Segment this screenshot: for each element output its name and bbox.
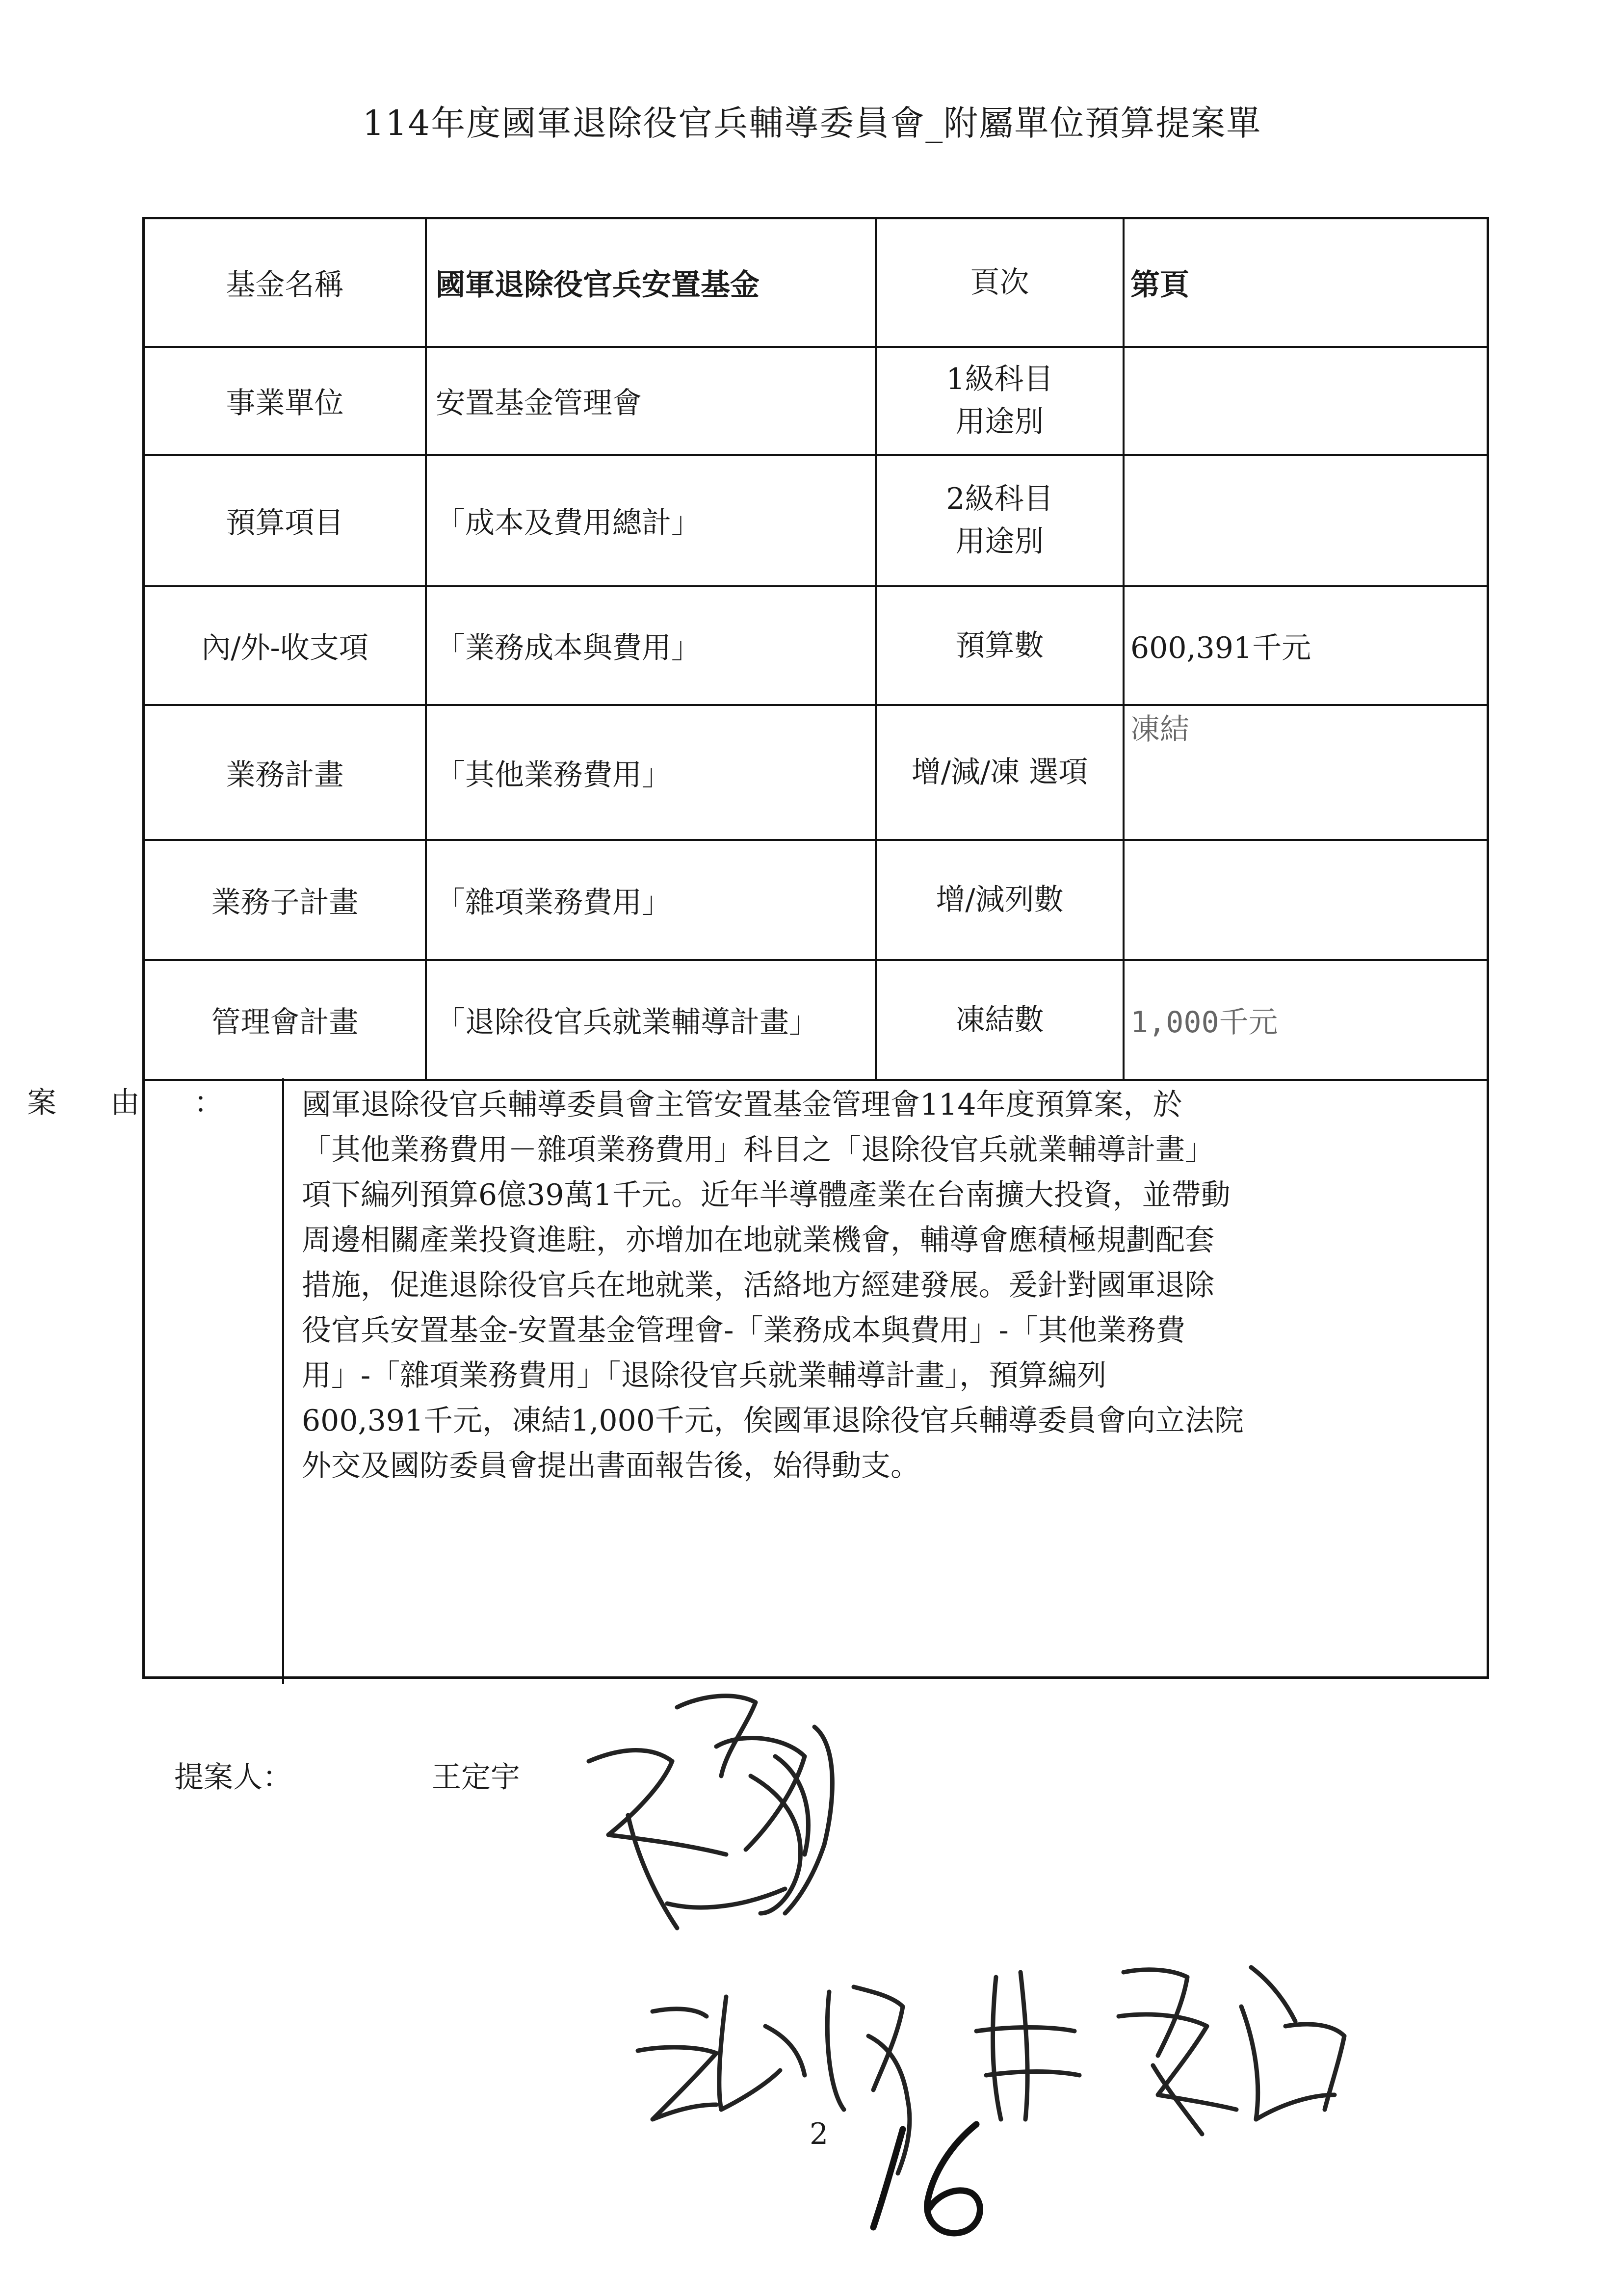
reason-line: 用」-「雜項業務費用」「退除役官兵就業輔導計畫」，預算編列 bbox=[302, 1358, 1107, 1393]
field-label: 預算數 bbox=[877, 587, 1125, 704]
field-label: 頁次 bbox=[877, 219, 1125, 346]
proposer-name: 王定宇 bbox=[432, 1760, 520, 1795]
reason-line: 「其他業務費用－雜項業務費用」科目之「退除役官兵就業輔導計畫」 bbox=[302, 1133, 1214, 1167]
page-number: 2 bbox=[810, 2117, 829, 2151]
reason-line: 周邊相關產業投資進駐，亦增加在地就業機會，輔導會應積極規劃配套 bbox=[302, 1223, 1214, 1257]
field-value: 國軍退除役官兵安置基金 bbox=[427, 219, 877, 346]
field-value: 「其他業務費用」 bbox=[427, 706, 877, 839]
field-label-line: 用途別 bbox=[955, 405, 1044, 439]
field-label: 凍結數 bbox=[877, 961, 1125, 1079]
reason-line: 役官兵安置基金-安置基金管理會-「業務成本與費用」-「其他業務費 bbox=[302, 1313, 1185, 1348]
reason-line: 措施，促進退除役官兵在地就業，活絡地方經建發展。爰針對國軍退除 bbox=[302, 1268, 1214, 1303]
document-title: 114年度國軍退除役官兵輔導委員會_附屬單位預算提案單 bbox=[362, 103, 1262, 143]
field-label-line: 用途別 bbox=[955, 524, 1044, 559]
field-label: 內/外-收支項 bbox=[145, 587, 427, 704]
reason-line: 外交及國防委員會提出書面報告後，始得動支。 bbox=[302, 1449, 920, 1483]
field-label-line: 2級科目 bbox=[946, 482, 1053, 516]
budget-amount: 600,391千元 bbox=[1130, 631, 1311, 665]
handwritten-digit-one bbox=[873, 2129, 903, 2227]
field-value: 安置基金管理會 bbox=[427, 348, 877, 454]
field-label: 業務子計畫 bbox=[145, 841, 427, 959]
field-label: 增/減列數 bbox=[877, 841, 1125, 959]
handwritten-digit-six bbox=[927, 2124, 980, 2233]
proposer-label: 提案人： bbox=[174, 1760, 292, 1795]
field-label: 業務計畫 bbox=[145, 706, 427, 839]
field-value: 「雜項業務費用」 bbox=[427, 841, 877, 959]
field-value: 「退除役官兵就業輔導計畫」 bbox=[427, 961, 877, 1079]
field-value: 「成本及費用總計」 bbox=[427, 456, 877, 585]
field-value: 第頁 bbox=[1130, 268, 1189, 302]
field-value: 「業務成本與費用」 bbox=[427, 587, 877, 704]
reason-label: 案由： bbox=[27, 1086, 277, 1120]
field-label-line: 1級科目 bbox=[946, 362, 1053, 396]
field-label: 增/減/凍 選項 bbox=[877, 706, 1125, 839]
reason-line: 項下編列預算6億39萬1千元。近年半導體產業在台南擴大投資，並帶動 bbox=[302, 1178, 1231, 1212]
field-label: 基金名稱 bbox=[145, 219, 427, 346]
freeze-amount: 1,000千元 bbox=[1130, 1005, 1278, 1040]
field-label: 事業單位 bbox=[145, 348, 427, 454]
reason-line: 600,391千元，凍結1,000千元，俟國軍退除役官兵輔導委員會向立法院 bbox=[302, 1404, 1244, 1438]
field-label: 預算項目 bbox=[145, 456, 427, 585]
field-label: 管理會計畫 bbox=[145, 961, 427, 1079]
reason-line: 國軍退除役官兵輔導委員會主管安置基金管理會114年度預算案，於 bbox=[302, 1088, 1182, 1122]
freeze-option-value: 凍結 bbox=[1130, 712, 1189, 747]
